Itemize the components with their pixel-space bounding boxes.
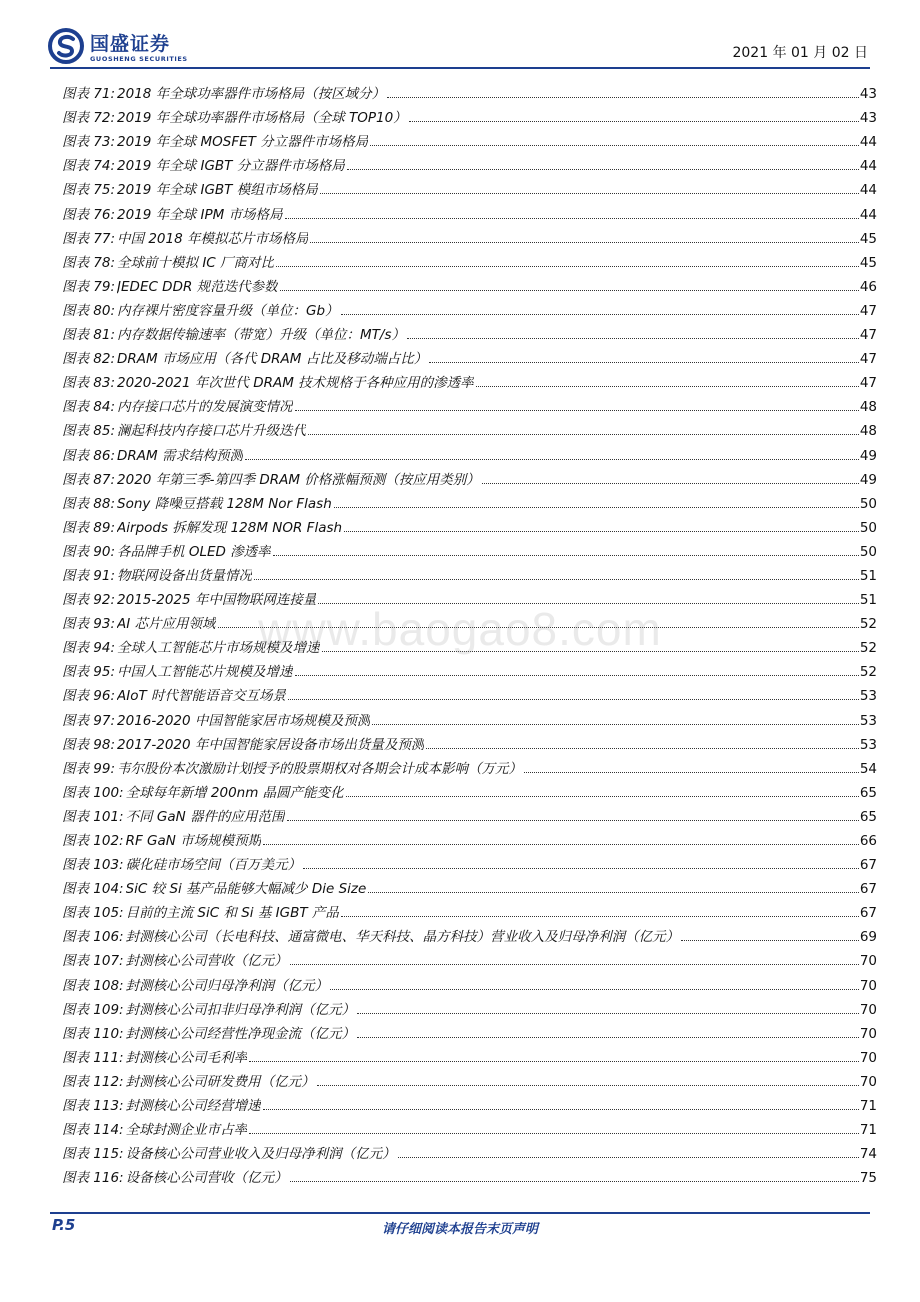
toc-entry-page: 47	[859, 302, 877, 319]
logo-mark-icon	[48, 28, 84, 64]
toc-entry-label: 图表 102:	[62, 833, 124, 849]
toc-dot-leader	[681, 940, 859, 941]
toc-entry-label: 图表 116:	[62, 1170, 124, 1187]
watermark: www.baogao8.com	[258, 603, 662, 655]
toc-entry-title: SiC 较 Si 基产品能够大幅减少 Die Size	[125, 881, 367, 898]
toc-entry-label: 图表 81:	[62, 327, 116, 344]
toc-entry-label: 图表 110:	[62, 1025, 124, 1042]
toc-entry-label: 图表 97:	[62, 712, 116, 729]
toc-entry-page: 70	[859, 1073, 877, 1090]
report-date: 2021 年 01 月 02 日	[732, 45, 868, 61]
toc-entry[interactable]	[62, 78, 877, 102]
toc-entry-page: 70	[859, 1049, 877, 1066]
page-number: P.5	[52, 1216, 76, 1234]
toc-dot-leader	[476, 386, 859, 387]
toc-dot-leader	[407, 338, 859, 339]
toc-entry-label: 图表 104:	[62, 881, 124, 898]
toc-entry-page: 54	[859, 760, 877, 777]
toc-dot-leader	[218, 627, 859, 628]
toc-entry-label: 图表 82:	[62, 351, 116, 368]
toc-entry[interactable]	[62, 150, 877, 174]
toc-entry-label: 图表 76:	[62, 206, 116, 223]
toc-entry-title: 2016-2020 中国智能家居市场规模及预测	[117, 712, 371, 729]
toc-entry-page: 49	[859, 471, 877, 488]
toc-entry-label: 图表 93:	[62, 616, 116, 633]
toc-dot-leader	[288, 699, 859, 700]
toc-entry-label: 图表 79:	[62, 278, 116, 295]
toc-entry-title: 全球封测企业市占率	[125, 1122, 248, 1139]
toc-dot-leader	[334, 507, 859, 508]
toc-entry[interactable]	[62, 873, 877, 897]
toc-entry-title: 2019 年全球 MOSFET 分立器件市场格局	[117, 134, 369, 151]
toc-entry-title: 封测核心公司研发费用（亿元）	[125, 1073, 315, 1090]
toc-dot-leader	[347, 169, 859, 170]
toc-dot-leader	[482, 483, 859, 484]
toc-entry-label: 图表 112:	[62, 1073, 124, 1090]
toc-entry-label: 图表 105:	[62, 905, 124, 922]
toc-entry[interactable]	[62, 1090, 877, 1114]
toc-entry-title: 2015-2025 年中国物联网连接量	[117, 592, 317, 609]
toc-dot-leader	[249, 1133, 859, 1134]
toc-entry[interactable]	[62, 704, 877, 728]
toc-dot-leader	[429, 362, 859, 363]
toc-dot-leader	[254, 579, 859, 580]
toc-entry-title: 碳化硅市场空间（百万美元）	[125, 857, 302, 874]
toc-entry-title: 全球前十模拟 IC 厂商对比	[117, 254, 275, 271]
toc-entry-title: AI 芯片应用领域	[117, 616, 216, 633]
toc-entry[interactable]	[62, 126, 877, 150]
toc-entry-page: 47	[859, 327, 877, 344]
toc-entry-title: 封测核心公司扣非归母净利润（亿元）	[125, 1001, 356, 1018]
footer-divider	[50, 1212, 870, 1214]
toc-entry-title: 目前的主流 SiC 和 Si 基 IGBT 产品	[125, 905, 339, 922]
toc-entry-page: 53	[859, 736, 877, 753]
toc-entry[interactable]	[62, 680, 877, 704]
toc-entry-page: 51	[859, 567, 877, 584]
toc-entry-page: 70	[859, 1025, 877, 1042]
toc-entry-page: 47	[859, 375, 877, 392]
toc-entry-page: 74	[859, 1146, 877, 1163]
logo-english-name: GUOSHENG SECURITIES	[90, 55, 188, 63]
toc-entry-page: 47	[859, 351, 877, 368]
toc-entry[interactable]	[62, 825, 877, 849]
toc-entry[interactable]	[62, 1066, 877, 1090]
toc-entry-label: 图表 87:	[62, 471, 116, 488]
toc-dot-leader	[303, 868, 859, 869]
toc-dot-leader	[368, 892, 859, 893]
toc-entry-title: 中国 2018 年模拟芯片市场格局	[117, 230, 309, 247]
toc-entry[interactable]	[62, 656, 877, 680]
toc-entry-title: 澜起科技内存接口芯片升级迭代	[117, 423, 307, 440]
toc-entry-label: 图表 103:	[62, 857, 124, 874]
toc-entry-page: 44	[859, 134, 877, 151]
toc-entry-page: 51	[859, 592, 877, 609]
toc-entry-title: Sony 降噪豆搭载 128M Nor Flash	[117, 495, 332, 512]
toc-dot-leader	[357, 1037, 859, 1038]
toc-entry-label: 图表 100:	[62, 784, 124, 801]
toc-dot-leader	[346, 796, 859, 797]
table-of-figures	[62, 78, 877, 1186]
toc-entry-label: 图表 83:	[62, 375, 116, 392]
disclaimer-note: 请仔细阅读本报告末页声明	[381, 1222, 538, 1237]
toc-entry[interactable]	[62, 174, 877, 198]
toc-entry[interactable]	[62, 512, 877, 536]
toc-entry-label: 图表 88:	[62, 495, 116, 512]
toc-entry-label: 图表 101:	[62, 808, 124, 825]
toc-dot-leader	[290, 964, 859, 965]
toc-entry-title: DRAM 需求结构预测	[117, 447, 243, 464]
toc-dot-leader	[295, 410, 859, 411]
toc-entry-label: 图表 71:	[62, 86, 116, 103]
toc-entry-label: 图表 107:	[62, 953, 124, 970]
toc-entry-label: 图表 74:	[62, 158, 116, 175]
toc-entry[interactable]	[62, 729, 877, 753]
toc-entry[interactable]	[62, 945, 877, 969]
logo-chinese-name: 国盛证券	[90, 33, 171, 55]
toc-entry-title: 物联网设备出货量情况	[117, 567, 253, 584]
toc-entry-title: 中国人工智能芯片规模及增速	[117, 664, 293, 681]
toc-entry-label: 图表 89:	[62, 519, 116, 536]
toc-entry-label: 图表 114:	[62, 1122, 124, 1139]
toc-dot-leader	[280, 290, 859, 291]
toc-dot-leader	[357, 1013, 859, 1014]
toc-dot-leader	[245, 459, 859, 460]
toc-entry-title: 封测核心公司营收（亿元）	[125, 953, 288, 970]
toc-entry[interactable]	[62, 632, 877, 656]
toc-entry-title: 不同 GaN 器件的应用范围	[125, 808, 285, 825]
toc-dot-leader	[344, 531, 859, 532]
toc-entry[interactable]	[62, 439, 877, 463]
company-logo	[48, 28, 198, 68]
toc-dot-leader	[398, 1157, 859, 1158]
toc-entry-page: 67	[859, 905, 877, 922]
toc-entry[interactable]	[62, 536, 877, 560]
toc-entry[interactable]	[62, 367, 877, 391]
toc-entry-page: 67	[859, 881, 877, 898]
toc-entry-page: 46	[859, 278, 877, 295]
toc-dot-leader	[317, 1085, 859, 1086]
toc-entry[interactable]	[62, 223, 877, 247]
toc-entry[interactable]	[62, 464, 877, 488]
toc-entry-label: 图表 91:	[62, 567, 116, 584]
toc-dot-leader	[409, 121, 859, 122]
toc-entry-title: 封测核心公司经营增速	[125, 1098, 261, 1115]
toc-entry-title: AIoT 时代智能语音交互场景	[117, 688, 287, 705]
toc-dot-leader	[341, 314, 859, 315]
toc-entry-title: 2020-2021 年次世代 DRAM 技术规格于各种应用的渗透率	[117, 375, 474, 392]
toc-entry-page: 44	[859, 158, 877, 175]
toc-entry-label: 图表 108:	[62, 977, 124, 994]
toc-entry-page: 50	[859, 495, 877, 512]
toc-entry-title: 全球每年新增 200nm 晶圆产能变化	[125, 784, 344, 801]
header-divider	[50, 67, 870, 69]
toc-entry-page: 66	[859, 833, 877, 849]
toc-entry-page: 49	[859, 447, 877, 464]
toc-entry-title: 全球人工智能芯片市场规模及增速	[117, 640, 320, 657]
toc-entry-title: 2020 年第三季-第四季 DRAM 价格涨幅预测（按应用类别）	[117, 471, 480, 488]
toc-entry[interactable]	[62, 102, 877, 126]
toc-entry-page: 48	[859, 399, 877, 416]
toc-entry-title: 封测核心公司（长电科技、通富微电、华天科技、晶方科技）营业收入及归母净利润（亿元）	[125, 929, 680, 946]
toc-entry-page: 70	[859, 977, 877, 994]
toc-entry[interactable]	[62, 1114, 877, 1138]
toc-dot-leader	[318, 603, 858, 604]
toc-dot-leader	[263, 1109, 859, 1110]
toc-dot-leader	[320, 193, 859, 194]
toc-entry-page: 43	[859, 110, 877, 127]
toc-entry-page: 71	[859, 1098, 877, 1115]
toc-entry-page: 65	[859, 784, 877, 801]
toc-entry-title: 各品牌手机 OLED 渗透率	[117, 543, 271, 560]
toc-entry-page: 69	[859, 929, 877, 946]
page-header	[0, 0, 920, 80]
toc-entry-title: 内存数据传输速率（带宽）升级（单位：MT/s）	[117, 327, 406, 344]
toc-entry[interactable]	[62, 801, 877, 825]
toc-dot-leader	[285, 218, 859, 219]
toc-dot-leader	[287, 820, 859, 821]
toc-entry-title: 2018 年全球功率器件市场格局（按区域分）	[117, 86, 386, 103]
toc-entry-label: 图表 111:	[62, 1049, 124, 1066]
toc-entry[interactable]	[62, 994, 877, 1018]
toc-entry-page: 50	[859, 543, 877, 560]
toc-entry-title: 内存裸片密度容量升级（单位：Gb）	[117, 302, 339, 319]
toc-entry-label: 图表 73:	[62, 134, 116, 151]
toc-entry-label: 图表 78:	[62, 254, 116, 271]
toc-entry-page: 70	[859, 1001, 877, 1018]
toc-entry-page: 71	[859, 1122, 877, 1139]
toc-entry[interactable]	[62, 343, 877, 367]
toc-entry-title: 内存接口芯片的发展演变情况	[117, 399, 293, 416]
toc-dot-leader	[372, 724, 858, 725]
toc-entry-title: DRAM 市场应用（各代 DRAM 占比及移动端占比）	[117, 351, 428, 368]
toc-entry-title: 2019 年全球 IGBT 模组市场格局	[117, 182, 318, 199]
toc-entry[interactable]	[62, 1138, 877, 1162]
toc-entry[interactable]	[62, 608, 877, 632]
toc-entry-title: 2019 年全球 IPM 市场格局	[117, 206, 283, 223]
toc-entry-label: 图表 98:	[62, 736, 116, 753]
toc-entry[interactable]	[62, 319, 877, 343]
toc-entry-title: 2019 年全球功率器件市场格局（全球 TOP10）	[117, 110, 407, 127]
toc-entry[interactable]	[62, 271, 877, 295]
toc-dot-leader	[524, 772, 859, 773]
toc-entry-label: 图表 85:	[62, 423, 116, 440]
toc-entry-label: 图表 77:	[62, 230, 116, 247]
toc-entry[interactable]	[62, 415, 877, 439]
toc-entry-title: 2017-2020 年中国智能家居设备市场出货量及预测	[117, 736, 425, 753]
toc-entry-label: 图表 99:	[62, 760, 116, 777]
toc-entry-label: 图表 84:	[62, 399, 116, 416]
toc-entry-label: 图表 95:	[62, 664, 116, 681]
toc-entry-label: 图表 96:	[62, 688, 116, 705]
toc-entry-title: 设备核心公司营收（亿元）	[125, 1170, 288, 1187]
toc-entry-title: 2019 年全球 IGBT 分立器件市场格局	[117, 158, 345, 175]
toc-entry[interactable]	[62, 969, 877, 993]
toc-dot-leader	[387, 97, 859, 98]
toc-entry-page: 48	[859, 423, 877, 440]
toc-dot-leader	[330, 989, 859, 990]
toc-entry-title: 韦尔股份本次激励计划授予的股票期权对各期会计成本影响（万元）	[117, 760, 523, 777]
toc-entry[interactable]	[62, 295, 877, 319]
toc-entry-label: 图表 80:	[62, 302, 116, 319]
toc-entry-label: 图表 90:	[62, 543, 116, 560]
toc-entry[interactable]	[62, 488, 877, 512]
toc-dot-leader	[341, 916, 859, 917]
toc-entry[interactable]	[62, 921, 877, 945]
toc-entry[interactable]	[62, 391, 877, 415]
toc-entry-page: 43	[859, 86, 877, 103]
toc-entry[interactable]	[62, 777, 877, 801]
toc-entry-title: RF GaN 市场规模预期	[125, 833, 262, 849]
toc-entry[interactable]	[62, 1042, 877, 1066]
toc-entry[interactable]	[62, 849, 877, 873]
toc-entry-page: 53	[859, 712, 877, 729]
toc-entry-page: 44	[859, 206, 877, 223]
toc-entry-label: 图表 115:	[62, 1146, 124, 1163]
toc-entry-title: 封测核心公司归母净利润（亿元）	[125, 977, 329, 994]
toc-entry-page: 50	[859, 519, 877, 536]
toc-entry-label: 图表 113:	[62, 1098, 124, 1115]
toc-entry-page: 70	[859, 953, 877, 970]
toc-entry[interactable]	[62, 1018, 877, 1042]
toc-entry-page: 67	[859, 857, 877, 874]
toc-entry-page: 52	[859, 640, 877, 657]
toc-entry[interactable]	[62, 198, 877, 222]
toc-entry[interactable]	[62, 247, 877, 271]
toc-entry-title: JEDEC DDR 规范迭代参数	[117, 278, 278, 295]
toc-entry-page: 75	[859, 1170, 877, 1187]
toc-dot-leader	[426, 748, 858, 749]
toc-entry[interactable]	[62, 584, 877, 608]
toc-entry[interactable]	[62, 1162, 877, 1186]
toc-dot-leader	[249, 1061, 859, 1062]
toc-entry-label: 图表 86:	[62, 447, 116, 464]
toc-entry-label: 图表 75:	[62, 182, 116, 199]
toc-dot-leader	[322, 651, 859, 652]
toc-entry[interactable]	[62, 897, 877, 921]
toc-dot-leader	[276, 266, 859, 267]
toc-entry-title: 封测核心公司经营性净现金流（亿元）	[125, 1025, 356, 1042]
toc-dot-leader	[290, 1181, 859, 1182]
toc-entry-page: 44	[859, 182, 877, 199]
toc-entry-label: 图表 72:	[62, 110, 116, 127]
toc-entry-label: 图表 94:	[62, 640, 116, 657]
toc-entry-title: 封测核心公司毛利率	[125, 1049, 248, 1066]
toc-entry-title: Airpods 拆解发现 128M NOR Flash	[117, 519, 343, 536]
toc-entry-label: 图表 106:	[62, 929, 124, 946]
toc-entry-page: 52	[859, 616, 877, 633]
toc-entry[interactable]	[62, 753, 877, 777]
toc-entry-page: 65	[859, 808, 877, 825]
toc-dot-leader	[295, 675, 859, 676]
toc-entry-page: 45	[859, 254, 877, 271]
toc-dot-leader	[308, 434, 859, 435]
toc-entry-page: 45	[859, 230, 877, 247]
toc-dot-leader	[310, 242, 858, 243]
toc-entry-label: 图表 92:	[62, 592, 116, 609]
toc-entry[interactable]	[62, 560, 877, 584]
toc-entry-page: 52	[859, 664, 877, 681]
toc-entry-label: 图表 109:	[62, 1001, 124, 1018]
toc-dot-leader	[263, 844, 859, 845]
toc-entry-title: 设备核心公司营业收入及归母净利润（亿元）	[125, 1146, 396, 1163]
toc-dot-leader	[370, 145, 859, 146]
toc-dot-leader	[273, 555, 859, 556]
toc-entry-page: 53	[859, 688, 877, 705]
